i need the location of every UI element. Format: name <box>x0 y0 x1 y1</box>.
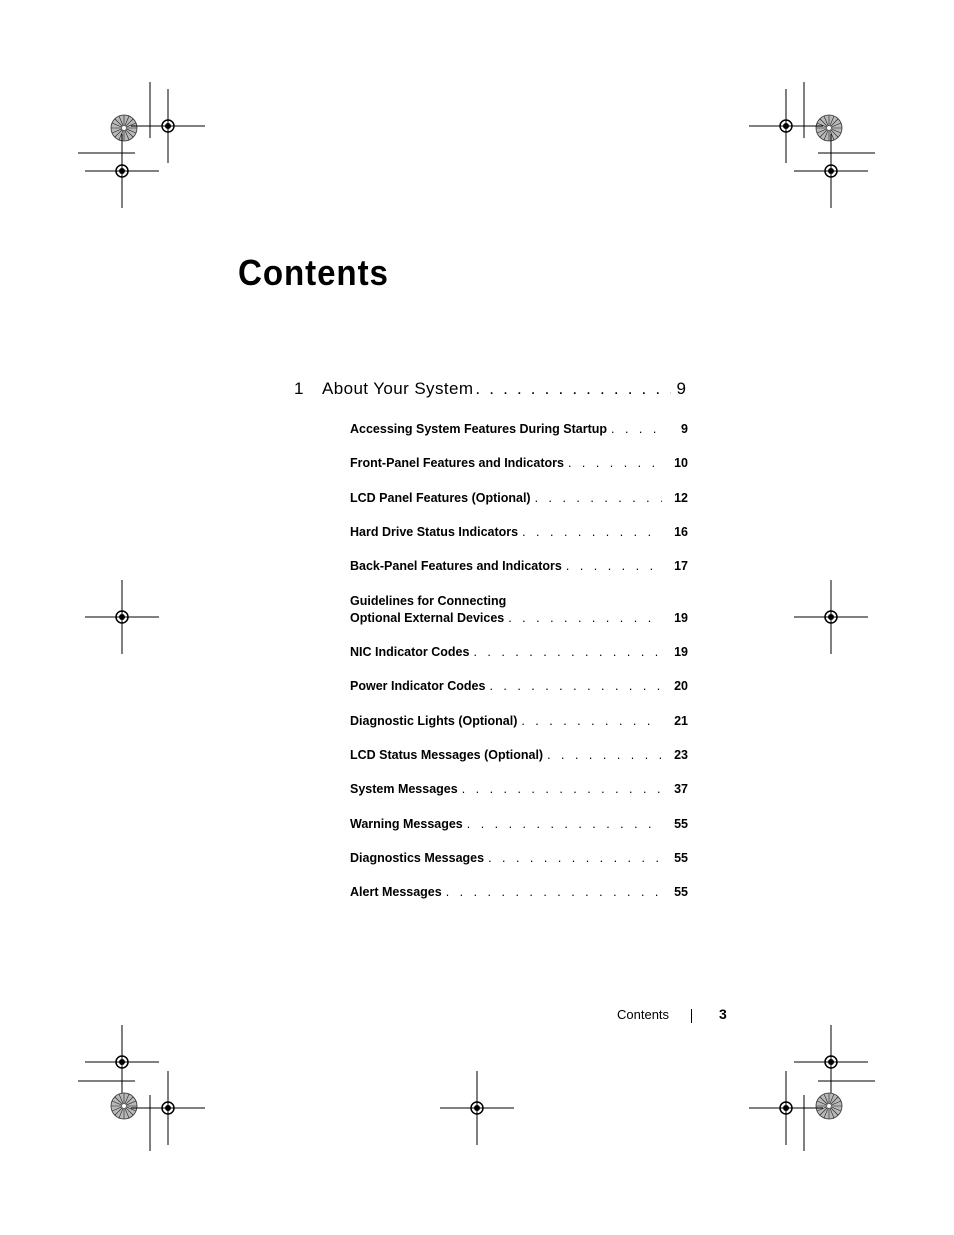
section-page-number: 16 <box>674 525 688 539</box>
toc-section-entry[interactable] <box>350 781 688 798</box>
dot-leader <box>562 558 662 575</box>
registration-star-icon <box>816 115 842 141</box>
section-title: Diagnostics Messages <box>350 851 485 865</box>
registration-mark-icon <box>85 580 159 654</box>
footer-divider <box>691 1009 692 1023</box>
section-page-number: 55 <box>674 851 688 865</box>
dot-leader <box>442 884 662 901</box>
registration-mark-icon <box>749 89 823 163</box>
section-page-number: 19 <box>674 645 688 659</box>
dot-leader <box>485 678 662 695</box>
dot-leader <box>531 490 662 507</box>
registration-mark-icon <box>85 1025 159 1099</box>
toc-section-entry[interactable] <box>350 678 688 695</box>
registration-mark-icon <box>131 1071 205 1145</box>
registration-mark-icon <box>131 89 205 163</box>
registration-mark-icon <box>749 1071 823 1145</box>
toc-section-entry[interactable] <box>350 747 688 764</box>
dot-leader <box>458 781 662 798</box>
section-title: Accessing System Features During Startup <box>350 422 608 436</box>
section-title: LCD Panel Features (Optional) <box>350 491 531 505</box>
chapter-page-number: 9 <box>676 379 686 398</box>
registration-mark-icon <box>794 580 868 654</box>
section-page-number: 55 <box>674 885 688 899</box>
page-title: Contents <box>238 252 389 293</box>
toc-chapter-entry[interactable] <box>294 379 686 399</box>
toc-section-entry[interactable] <box>350 644 688 661</box>
section-title: Diagnostic Lights (Optional) <box>350 714 518 728</box>
toc-section-entry[interactable] <box>350 884 688 901</box>
registration-mark-icon <box>794 134 868 208</box>
toc-section-entry[interactable] <box>350 490 688 507</box>
section-page-number: 10 <box>674 456 688 470</box>
registration-star-icon <box>111 1093 137 1119</box>
toc-section-entry[interactable] <box>350 558 688 575</box>
dot-leader <box>518 524 662 541</box>
section-title: Back-Panel Features and Indicators <box>350 559 562 573</box>
toc-section-entry[interactable] <box>350 850 688 867</box>
section-page-number: 21 <box>674 714 688 728</box>
section-page-number: 55 <box>674 817 688 831</box>
registration-mark-icon <box>85 134 159 208</box>
section-page-number: 17 <box>674 559 688 573</box>
footer-section-label: Contents <box>617 1007 670 1022</box>
registration-star-icon <box>816 1093 842 1119</box>
section-page-number: 20 <box>674 679 688 693</box>
chapter-number: 1 <box>294 379 304 398</box>
section-title: NIC Indicator Codes <box>350 645 470 659</box>
dot-leader <box>473 379 670 399</box>
section-title: Guidelines for Connecting <box>350 594 507 608</box>
dot-leader <box>469 644 662 661</box>
dot-leader <box>504 610 662 627</box>
toc-section-entry[interactable] <box>350 421 688 438</box>
section-page-number: 37 <box>674 782 688 796</box>
footer-page-number: 3 <box>719 1006 727 1022</box>
section-title: LCD Status Messages (Optional) <box>350 748 544 762</box>
section-title: Power Indicator Codes <box>350 679 486 693</box>
toc-section-entry[interactable] <box>350 816 688 833</box>
section-title: Hard Drive Status Indicators <box>350 525 519 539</box>
registration-mark-icon <box>440 1071 514 1145</box>
dot-leader <box>517 713 662 730</box>
toc-section-entry[interactable] <box>350 524 688 541</box>
section-title: Warning Messages <box>350 817 463 831</box>
section-title: System Messages <box>350 782 458 796</box>
dot-leader <box>607 421 662 438</box>
toc-section-entry[interactable] <box>350 455 688 472</box>
dot-leader <box>564 455 662 472</box>
dot-leader <box>463 816 662 833</box>
section-page-number: 12 <box>674 491 688 505</box>
toc-section-entry[interactable] <box>350 593 688 627</box>
registration-star-icon <box>111 115 137 141</box>
dot-leader <box>543 747 662 764</box>
toc-section-entry[interactable] <box>350 713 688 730</box>
section-title: Optional External Devices <box>350 611 505 625</box>
registration-mark-icon <box>794 1025 868 1099</box>
section-title: Front-Panel Features and Indicators <box>350 456 564 470</box>
section-title: Alert Messages <box>350 885 442 899</box>
chapter-title: About Your System <box>322 379 474 398</box>
section-page-number: 19 <box>674 611 688 625</box>
section-page-number: 23 <box>674 748 688 762</box>
section-page-number: 9 <box>681 422 688 436</box>
dot-leader <box>484 850 662 867</box>
